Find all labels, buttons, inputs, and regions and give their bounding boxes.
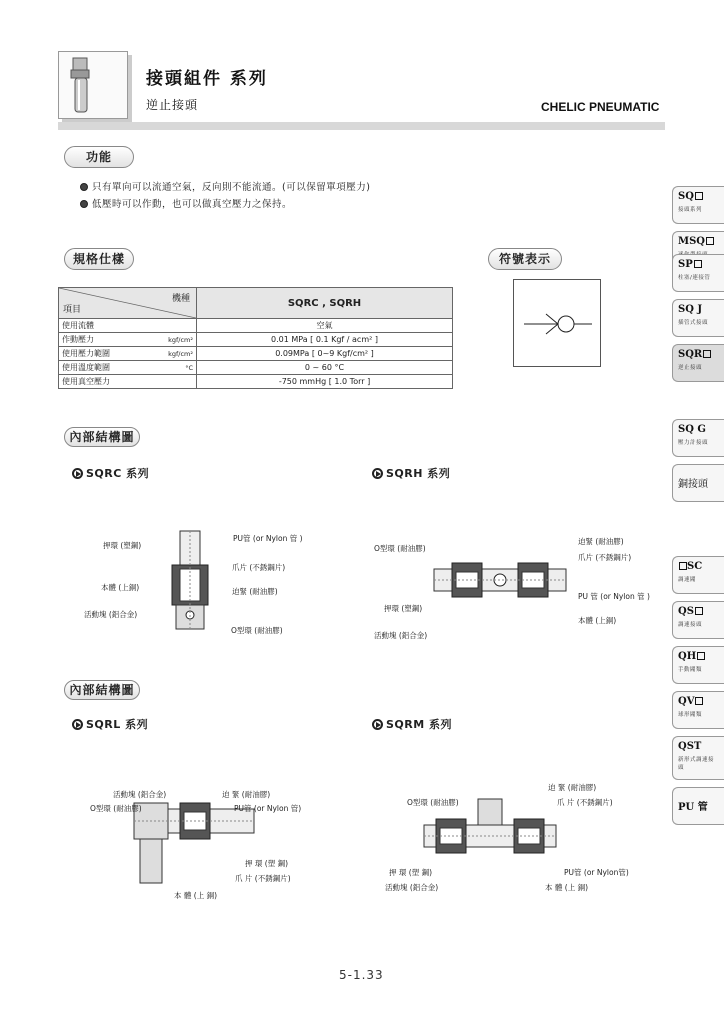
sqrc-label-claw: 爪片 (不銹鋼片)	[232, 563, 286, 572]
tab-sqr[interactable]: SQR 逆止接頭	[672, 344, 724, 382]
tab-qs[interactable]: QS 調速接頭	[672, 601, 724, 639]
sqrl-label-body: 本 體 (上 銅)	[174, 891, 218, 900]
sqrc-label-seal: 迫緊 (耐油膠)	[232, 587, 278, 596]
function-label: 功能	[64, 146, 134, 168]
brand-name: CHELIC PNEUMATIC	[541, 100, 660, 114]
sqrl-label-pu-tube: PU管 (or Nylon 管)	[234, 804, 302, 813]
fitting-illustration	[59, 52, 129, 120]
spec-label: 規格仕樣	[64, 248, 134, 270]
bullet-icon	[80, 200, 88, 208]
check-valve-icon	[514, 280, 602, 368]
sqrm-label-push-ring: 押 環 (塑 鋼)	[389, 868, 433, 877]
internal-structure-label-1: 內部結構圖	[64, 427, 140, 447]
box-icon	[703, 350, 711, 358]
bullet-icon	[80, 183, 88, 191]
tab-sc[interactable]: SC 調速閥	[672, 556, 724, 594]
product-thumbnail	[58, 51, 128, 119]
sqrl-section-title: SQRL 系列	[72, 716, 148, 732]
sqrh-label-pu-tube: PU 管 (or Nylon 管 )	[578, 592, 650, 601]
arrow-circle-icon	[372, 468, 383, 479]
table-row: 使用真空壓力 -750 mmHg [ 1.0 Torr ]	[59, 375, 453, 389]
sqrh-label-seal: 迫緊 (耐油膠)	[578, 537, 624, 546]
box-icon	[697, 652, 705, 660]
box-icon	[695, 607, 703, 615]
sqrh-label-claw: 爪片 (不銹鋼片)	[578, 553, 632, 562]
box-icon	[695, 192, 703, 200]
page-subtitle: 逆止接頭	[146, 98, 199, 112]
sqrh-label-body: 本體 (上銅)	[578, 616, 617, 625]
sqrh-label-valve: 活動塊 (鋁合金)	[374, 631, 428, 640]
arrow-circle-icon	[72, 719, 83, 730]
internal-structure-label-2: 內部結構圖	[64, 680, 140, 700]
spec-header-corner	[59, 288, 197, 319]
tab-copper-fitting[interactable]: 銅接頭	[672, 464, 724, 502]
sqrm-label-valve: 活動塊 (鋁合金)	[385, 883, 439, 892]
sqrh-cross-section	[430, 555, 570, 605]
box-icon	[706, 237, 714, 245]
sqrl-label-claw: 爪 片 (不銹鋼片)	[235, 874, 291, 883]
box-icon	[695, 697, 703, 705]
table-row: 使用流體 空氣	[59, 319, 453, 333]
sqrc-label-valve: 活動塊 (鋁合金)	[84, 610, 138, 619]
sqrm-label-body: 本 體 (上 銅)	[545, 883, 589, 892]
box-icon	[679, 562, 687, 570]
tab-sqg[interactable]: SQ G 壓力計接頭	[672, 419, 724, 457]
sqrl-label-valve: 活動塊 (鋁合金)	[113, 790, 167, 799]
sqrc-label-pu-tube: PU管 (or Nylon 管 )	[233, 534, 303, 543]
box-icon	[694, 260, 702, 268]
spec-table	[58, 287, 453, 389]
page-title: 接頭組件 系列	[146, 69, 268, 89]
tab-sq[interactable]: SQ 接頭系列	[672, 186, 724, 224]
sqrl-label-oring: O型環 (耐油膠)	[90, 804, 142, 813]
sqrc-label-body: 本體 (上銅)	[101, 583, 140, 592]
sqrm-section-title: SQRM 系列	[372, 716, 452, 732]
sqrc-section-title: SQRC 系列	[72, 465, 149, 481]
sqrm-label-pu-tube: PU管 (or Nylon管)	[564, 868, 629, 877]
sqrm-label-claw: 爪 片 (不銹鋼片)	[557, 798, 613, 807]
tab-qh[interactable]: QH 手動閥類	[672, 646, 724, 684]
tab-sp[interactable]: SP 柱塞/連接管	[672, 254, 724, 292]
header-divider	[58, 122, 665, 130]
tab-qst[interactable]: QST 新形式調速接頭	[672, 736, 724, 780]
sqrh-label-push-ring: 押環 (塑鋼)	[384, 604, 423, 613]
table-row: 使用壓力範圍 kgf/cm² 0.09MPa [ 0~9 Kgf/cm² ]	[59, 347, 453, 361]
sqrm-label-seal: 迫 緊 (耐油膠)	[548, 783, 597, 792]
table-row: 使用溫度範圍 °C 0 ~ 60 °C	[59, 361, 453, 375]
symbol-label: 符號表示	[488, 248, 562, 270]
header-value: SQRC , SQRH	[197, 288, 453, 319]
spec-table-header	[59, 288, 453, 319]
check-valve-symbol	[513, 279, 601, 367]
arrow-circle-icon	[372, 719, 383, 730]
tab-qv[interactable]: QV 球形閥類	[672, 691, 724, 729]
sqrl-label-push-ring: 押 環 (塑 鋼)	[245, 859, 289, 868]
tab-sqj[interactable]: SQ J 插管式接頭	[672, 299, 724, 337]
sqrc-cross-section	[150, 525, 230, 635]
tab-pu-tube[interactable]: PU 管	[672, 787, 724, 825]
sqrm-label-oring: O型環 (耐油膠)	[407, 798, 459, 807]
sqrh-label-oring: O型環 (耐油膠)	[374, 544, 426, 553]
sqrh-section-title: SQRH 系列	[372, 465, 450, 481]
table-row: 作動壓力 kgf/cm² 0.01 MPa [ 0.1 Kgf / acm² ]	[59, 333, 453, 347]
header-item: 項目	[63, 305, 82, 315]
sqrc-label-oring: O型環 (耐油膠)	[231, 626, 283, 635]
header-model: 機種	[171, 294, 190, 304]
page-number: 5-1.33	[339, 968, 384, 982]
sqrl-label-seal: 迫 緊 (耐油膠)	[222, 790, 271, 799]
function-bullet-1: 只有單向可以流通空氣，反向則不能流通。(可以保留單項壓力)	[80, 179, 370, 193]
tab-msq[interactable]: MSQ	[672, 231, 724, 269]
arrow-circle-icon	[72, 468, 83, 479]
sqrc-label-push-ring: 押環 (塑鋼)	[103, 541, 142, 550]
function-bullet-2: 低壓時可以作動，也可以做真空壓力之保持。	[80, 196, 292, 210]
